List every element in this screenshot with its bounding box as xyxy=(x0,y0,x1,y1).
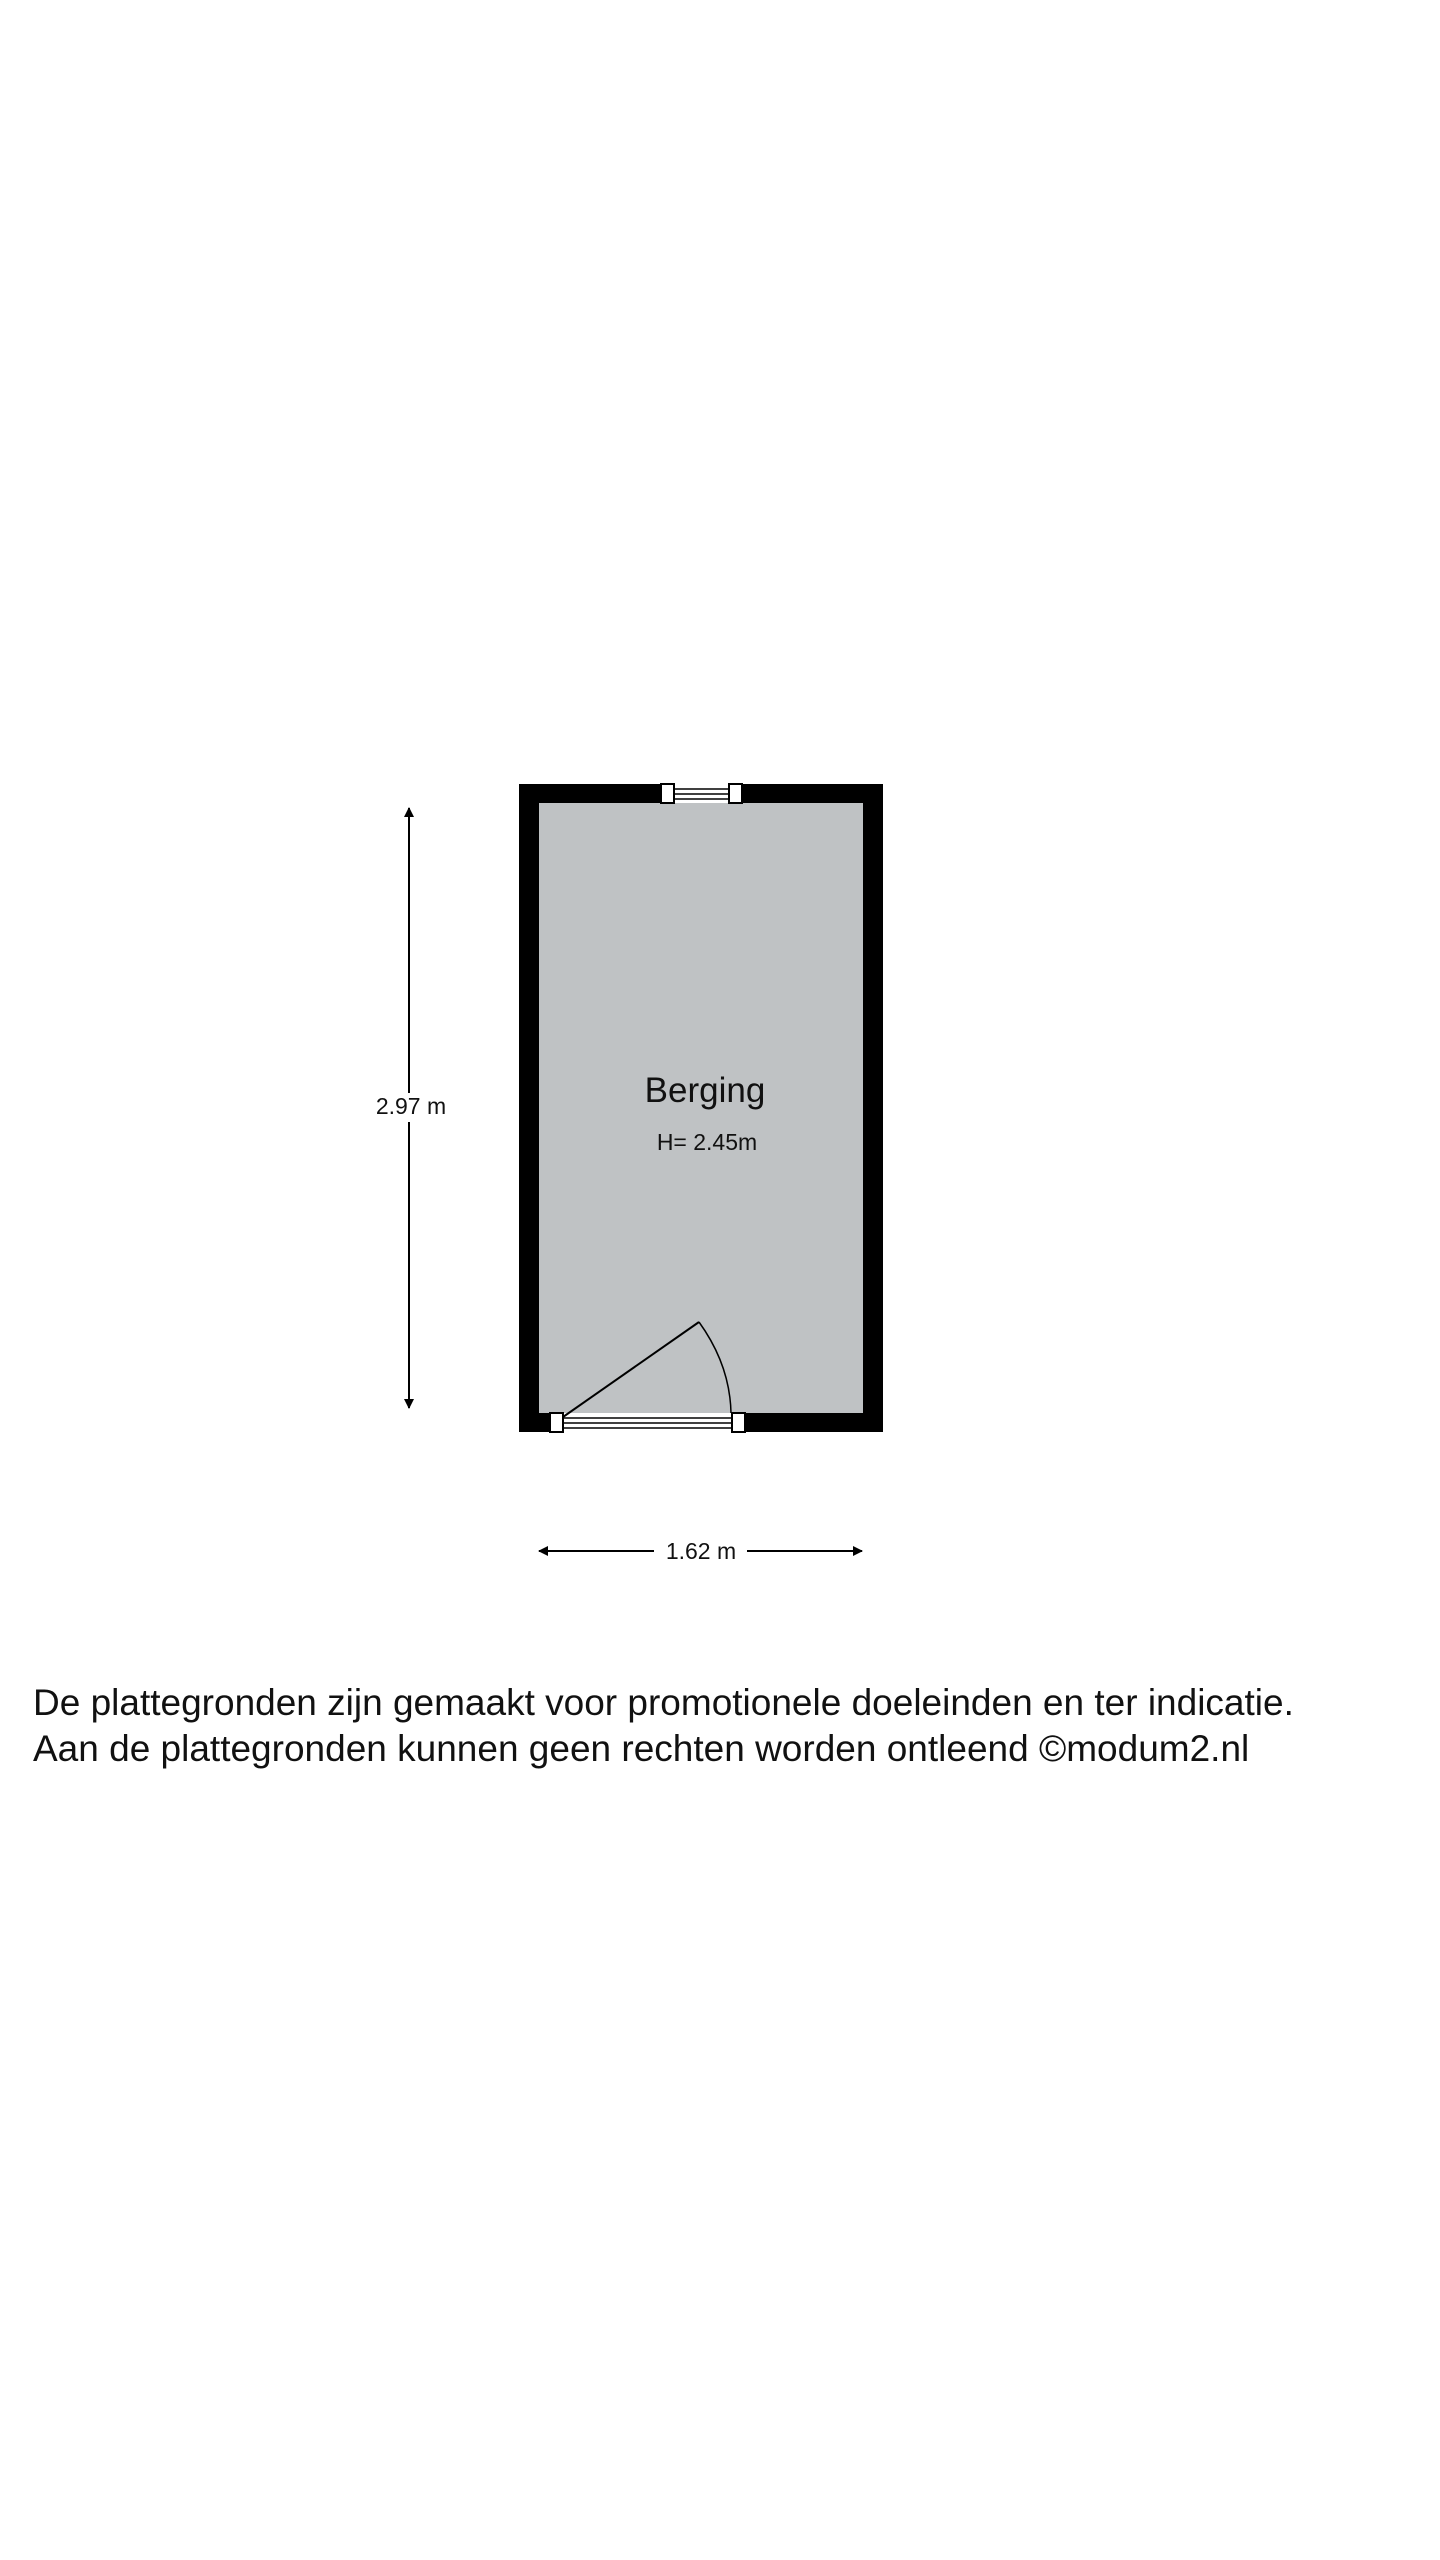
vertical-dimension xyxy=(376,808,446,1408)
horizontal-dimension xyxy=(539,1538,862,1564)
horizontal-dimension-label: 1.62 m xyxy=(665,1538,737,1564)
disclaimer xyxy=(33,1680,1433,1772)
room-height: H= 2.45m xyxy=(656,1129,758,1155)
door-opening xyxy=(550,1413,745,1432)
room-name: Berging xyxy=(644,1071,766,1110)
disclaimer-line-1: De plattegronden zijn gemaakt voor promotionele doeleinden en ter indicatie. xyxy=(33,1682,1294,1723)
vertical-dimension-label: 2.97 m xyxy=(375,1093,447,1119)
disclaimer-line-2: Aan de plattegronden kunnen geen rechten worden ontleend ©modum2.nl xyxy=(33,1728,1250,1769)
window-top xyxy=(661,784,742,803)
